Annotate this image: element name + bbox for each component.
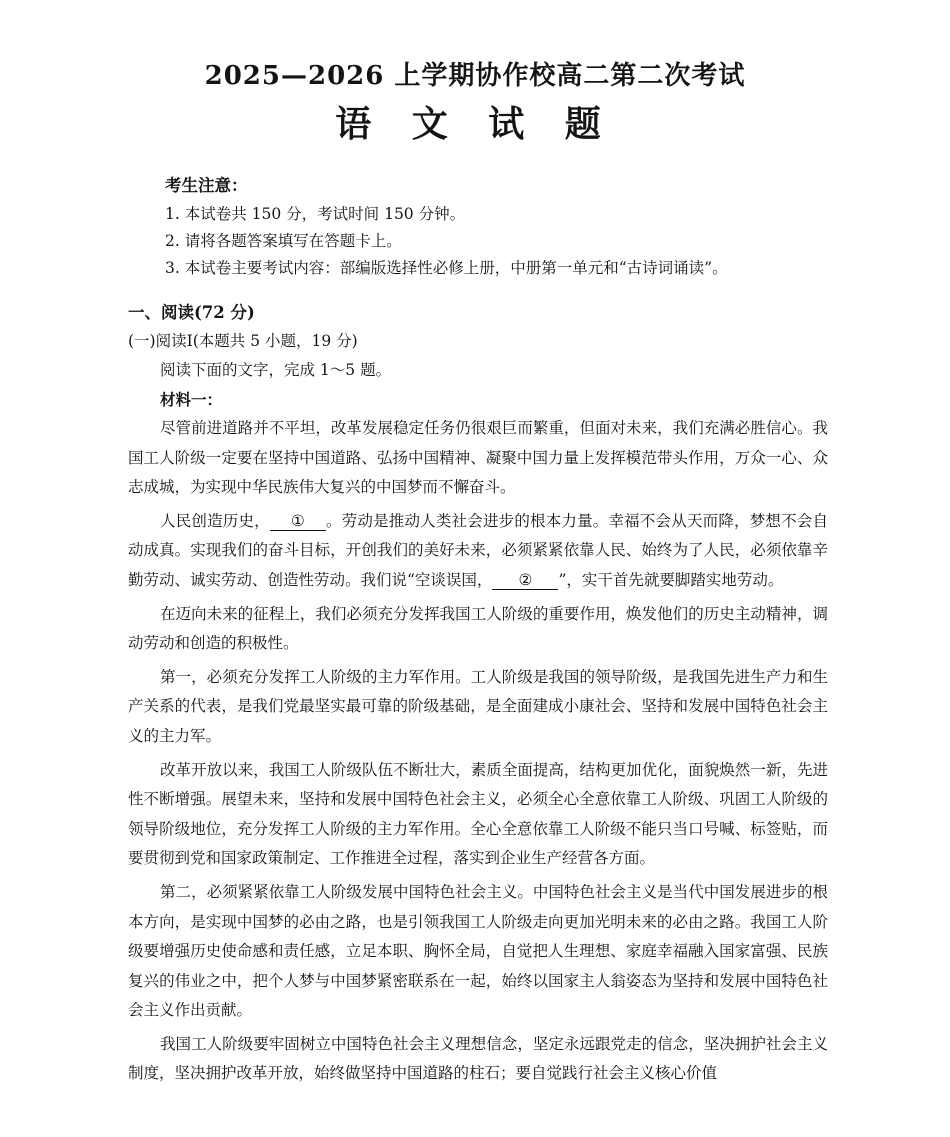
fill-blank-2: ② [492,571,558,590]
paragraph-text: ”，实干首先就要脚踏实地劳动。 [558,570,784,589]
paragraph: 第二，必须紧紧依靠工人阶级发展中国特色社会主义。中国特色社会主义是当代中国发展进步的根本方向，是实现中国梦的必由之路，也是引领我国工人阶级走向更加光明未来的必由之路。我国工人阶级要增强历史使命感和责任感，立足本职、胸怀全局，自觉把人生理想、家庭幸福融入国家富强、民族复兴的伟业之中，把个人梦与中国梦紧密联系在一起，始终以国家主人翁姿态为坚持和发展中国特色社会主义作出贡献。 [128,882,828,1020]
paragraph-with-blanks [128,507,828,596]
exam-title: 2025—2026 上学期协作校高二第二次考试 [204,61,746,91]
paragraph: 我国工人阶级要牢固树立中国特色社会主义理想信念，坚定永远跟党走的信念，坚决拥护社会主义制度，坚决拥护改革开放，始终做坚持中国道路的柱石；要自觉践行社会主义核心价值 [128,1034,828,1083]
material-label: 材料一： [160,390,223,409]
candidate-notice [165,172,865,282]
paragraph-text: 。劳动是推动人类社会进步的根本力量。幸福不会从天而降，梦想不会自动成真。实现我们的奋斗目标，开创我们的美好未来，必须紧紧依靠人民、始终为了人民，必须依靠辛勤劳动、诚实劳动、创造性劳动。我们说“空谈误国， [128,511,828,589]
fill-blank-1: ① [270,512,326,531]
paragraph: 在迈向未来的征程上，我们必须充分发挥我国工人阶级的重要作用，焕发他们的历史主动精神，调动劳动和创造的积极性。 [128,604,828,653]
paragraph: 改革开放以来，我国工人阶级队伍不断壮大，素质全面提高，结构更加优化，面貌焕然一新，先进性不断增强。展望未来，坚持和发展中国特色社会主义，必须全心全意依靠工人阶级、巩固工人阶级的领导阶级地位，充分发挥工人阶级的主力军作用。全心全意依靠工人阶级不能只当口号喊、标签贴，而要贯彻到党和国家政策制定、工作推进全过程，落实到企业生产经营各方面。 [128,760,828,868]
notice-heading: 考生注意： [165,176,248,195]
paragraph: 第一，必须充分发挥工人阶级的主力军作用。工人阶级是我国的领导阶级，是我国先进生产力和生产关系的代表，是我们党最坚实最可靠的阶级基础，是全面建成小康社会、坚持和发展中国特色社会主义的主力军。 [128,667,828,745]
notice-item: 3. 本试卷主要考试内容：部编版选择性必修上册，中册第一单元和“古诗词诵读”。 [165,259,728,277]
reading-instruction: 阅读下面的文字，完成 1～5 题。 [160,361,392,379]
subsection-heading: (一)阅读Ⅰ(本题共 5 小题，19 分) [128,332,358,350]
section-heading: 一、阅读(72 分) [128,303,255,322]
notice-item: 2. 请将各题答案填写在答题卡上。 [165,232,402,250]
notice-item: 1. 本试卷共 150 分，考试时间 150 分钟。 [165,205,466,223]
reading-section [128,298,828,1093]
paragraph-text: 人民创造历史， [160,511,270,530]
subject-title: 语 文 试 题 [335,103,615,145]
paragraph: 尽管前进道路并不平坦，改革发展稳定任务仍很艰巨而繁重，但面对未来，我们充满必胜信心。我国工人阶级一定要在坚持中国道路、弘扬中国精神、凝聚中国力量上发挥模范带头作用，万众一心、众志成城，为实现中华民族伟大复兴的中国梦而不懈奋斗。 [128,419,828,497]
